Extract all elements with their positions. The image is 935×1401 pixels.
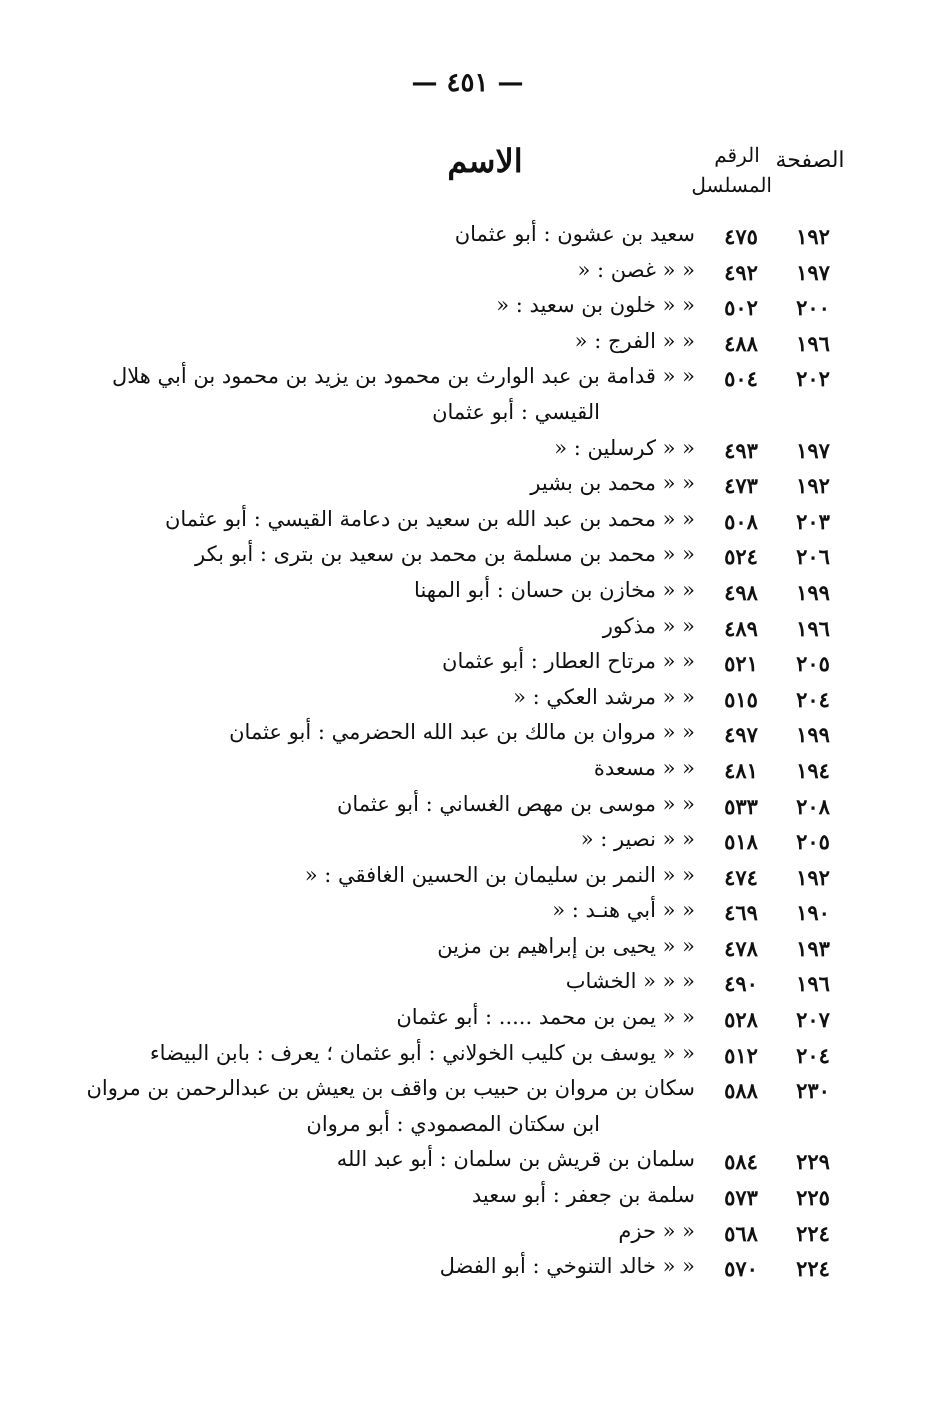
index-row (0, 898, 935, 934)
index-row (0, 507, 935, 543)
page-number: — ٤٥١ — (411, 68, 524, 98)
row-name: « « قدامة بن عبد الوارث بن محمود بن يزيد بن محمود بن أبي هلال (111, 364, 695, 389)
row-page-number: ١٩٢ (796, 473, 830, 499)
row-name: « « محمد بن بشير (530, 471, 695, 496)
index-row (0, 685, 935, 721)
row-serial-number: ٤٨٩ (724, 615, 758, 641)
index-row (0, 222, 935, 258)
row-serial-number: ٥٢١ (724, 651, 758, 677)
index-row (0, 293, 935, 329)
row-page-number: ١٩٩ (796, 579, 830, 605)
index-row (0, 364, 935, 400)
row-page-number: ٢٣٠ (796, 1078, 830, 1104)
row-serial-number: ٤٩٨ (724, 579, 758, 605)
row-serial-number: ٥٨٨ (724, 1078, 758, 1104)
row-name: « « مخازن بن حسان : أبو المهنا (414, 577, 695, 602)
row-name: « « غصن : « (577, 257, 695, 282)
row-page-number: ٢٠٤ (796, 686, 830, 712)
index-row (0, 1254, 935, 1290)
row-name: « « مسعدة (593, 755, 695, 780)
index-row (0, 1183, 935, 1219)
row-serial-number: ٥١٨ (724, 829, 758, 855)
row-page-number: ٢٠٨ (796, 793, 830, 819)
row-serial-number: ٥٦٨ (724, 1220, 758, 1246)
row-serial-number: ٥٠٤ (724, 366, 758, 392)
index-list (0, 222, 935, 1290)
index-row (0, 756, 935, 792)
row-serial-number: ٤٨٨ (724, 330, 758, 356)
index-row (0, 792, 935, 828)
row-serial-number: ٥٨٤ (724, 1149, 758, 1175)
row-page-number: ١٩٦ (796, 615, 830, 641)
row-serial-number: ٤٧٥ (724, 224, 758, 249)
row-name: سلمة بن جعفر : أبو سعيد (471, 1183, 695, 1208)
row-serial-number: ٤٩٧ (724, 722, 758, 748)
row-serial-number: ٤٧٣ (724, 473, 758, 499)
row-name: القيسي : أبو عثمان (432, 399, 600, 424)
column-header-page: الصفحة (775, 148, 845, 173)
row-serial-number: ٤٦٩ (724, 900, 758, 926)
column-header-name: الاسم (447, 142, 523, 180)
row-name: « « موسى بن مهص الغساني : أبو عثمان (336, 791, 695, 816)
row-page-number: ٢٢٤ (796, 1256, 830, 1282)
row-page-number: ٢٠٦ (796, 544, 830, 570)
row-page-number: ٢٠٣ (796, 508, 830, 534)
row-name: « « محمد بن مسلمة بن محمد بن سعيد بن بترى : أبو بكر (195, 542, 695, 567)
row-serial-number: ٥٠٢ (724, 295, 758, 321)
row-name: « « يمن بن محمد ..... : أبو عثمان (396, 1005, 695, 1030)
row-name: ابن سكتان المصمودي : أبو مروان (306, 1111, 600, 1136)
row-serial-number: ٥٧٠ (724, 1256, 758, 1282)
index-row (0, 720, 935, 756)
row-serial-number: ٥١٥ (724, 686, 758, 712)
index-row (0, 863, 935, 899)
row-page-number: ٢٠٤ (796, 1042, 830, 1068)
row-serial-number: ٥١٢ (724, 1042, 758, 1068)
row-page-number: ٢٠٥ (796, 651, 830, 677)
index-row (0, 1112, 935, 1148)
row-serial-number: ٤٧٤ (724, 864, 758, 890)
index-row (0, 1147, 935, 1183)
index-row (0, 258, 935, 294)
row-serial-number: ٤٨١ (724, 757, 758, 783)
row-page-number: ١٩٣ (796, 935, 830, 961)
row-name: « « مرشد العكي : « (513, 684, 695, 709)
row-page-number: ١٩٠ (796, 900, 830, 926)
row-name: « « كرسلين : « (554, 435, 695, 460)
row-page-number: ١٩٧ (796, 259, 830, 285)
column-header-serial-line2: المسلسل (691, 173, 772, 197)
row-serial-number: ٤٩٠ (724, 971, 758, 997)
row-name: « « يحيى بن إبراهيم بن مزين (437, 933, 695, 958)
row-page-number: ١٩٩ (796, 722, 830, 748)
index-row (0, 542, 935, 578)
index-row (0, 329, 935, 365)
row-page-number: ١٩٢ (796, 224, 830, 249)
row-page-number: ١٩٦ (796, 971, 830, 997)
index-row (0, 1005, 935, 1041)
row-serial-number: ٥٠٨ (724, 508, 758, 534)
row-name: « « الفرج : « (574, 328, 695, 353)
row-serial-number: ٥٢٤ (724, 544, 758, 570)
row-page-number: ٢٢٩ (796, 1149, 830, 1175)
index-row (0, 1041, 935, 1077)
index-row (0, 649, 935, 685)
row-name: « « خلون بن سعيد : « (496, 293, 695, 318)
row-name: سعيد بن عشون : أبو عثمان (454, 222, 695, 246)
index-row (0, 1219, 935, 1255)
index-row (0, 969, 935, 1005)
row-page-number: ١٩٤ (796, 757, 830, 783)
row-name: « « مرتاح العطار : أبو عثمان (442, 649, 695, 674)
index-row (0, 614, 935, 650)
row-page-number: ١٩٦ (796, 330, 830, 356)
row-name: « « مذكور (602, 613, 695, 638)
index-row (0, 934, 935, 970)
column-header-serial-line1: الرقم (714, 143, 760, 167)
index-row (0, 436, 935, 472)
row-name: « « أبي هنـد : « (552, 898, 695, 923)
index-row (0, 578, 935, 614)
row-page-number: ٢٠٧ (796, 1007, 830, 1033)
row-name: « « محمد بن عبد الله بن سعيد بن دعامة القيسي : أبو عثمان (164, 506, 695, 531)
row-page-number: ٢٠٠ (796, 295, 830, 321)
row-name: « « حزم (618, 1218, 695, 1243)
row-serial-number: ٥٣٣ (724, 793, 758, 819)
index-row (0, 827, 935, 863)
row-serial-number: ٤٩٢ (724, 259, 758, 285)
row-page-number: ٢٠٢ (796, 366, 830, 392)
row-name: « « نصير : « (580, 827, 695, 852)
row-page-number: ١٩٢ (796, 864, 830, 890)
row-serial-number: ٥٧٣ (724, 1185, 758, 1211)
index-row (0, 471, 935, 507)
row-name: « « النمر بن سليمان بن الحسين الغافقي : « (304, 862, 695, 887)
row-name: « « يوسف بن كليب الخولاني : أبو عثمان ؛ يعرف : بابن البيضاء (149, 1040, 695, 1065)
row-serial-number: ٤٧٨ (724, 935, 758, 961)
column-header-serial (691, 140, 772, 200)
row-name: « « مروان بن مالك بن عبد الله الحضرمي : أبو عثمان (229, 720, 695, 745)
index-row (0, 1076, 935, 1112)
row-page-number: ٢٢٥ (796, 1185, 830, 1211)
row-name: سلمان بن قريش بن سلمان : أبو عبد الله (336, 1147, 695, 1172)
row-serial-number: ٥٢٨ (724, 1007, 758, 1033)
row-name: « « « الخشاب (565, 969, 695, 994)
row-name: « « خالد التنوخي : أبو الفضل (439, 1254, 695, 1279)
row-page-number: ٢٢٤ (796, 1220, 830, 1246)
row-page-number: ٢٠٥ (796, 829, 830, 855)
row-page-number: ١٩٧ (796, 437, 830, 463)
index-row (0, 400, 935, 436)
row-name: سكان بن مروان بن حبيب بن واقف بن يعيش بن عبدالرحمن بن مروان (86, 1076, 695, 1101)
row-serial-number: ٤٩٣ (724, 437, 758, 463)
